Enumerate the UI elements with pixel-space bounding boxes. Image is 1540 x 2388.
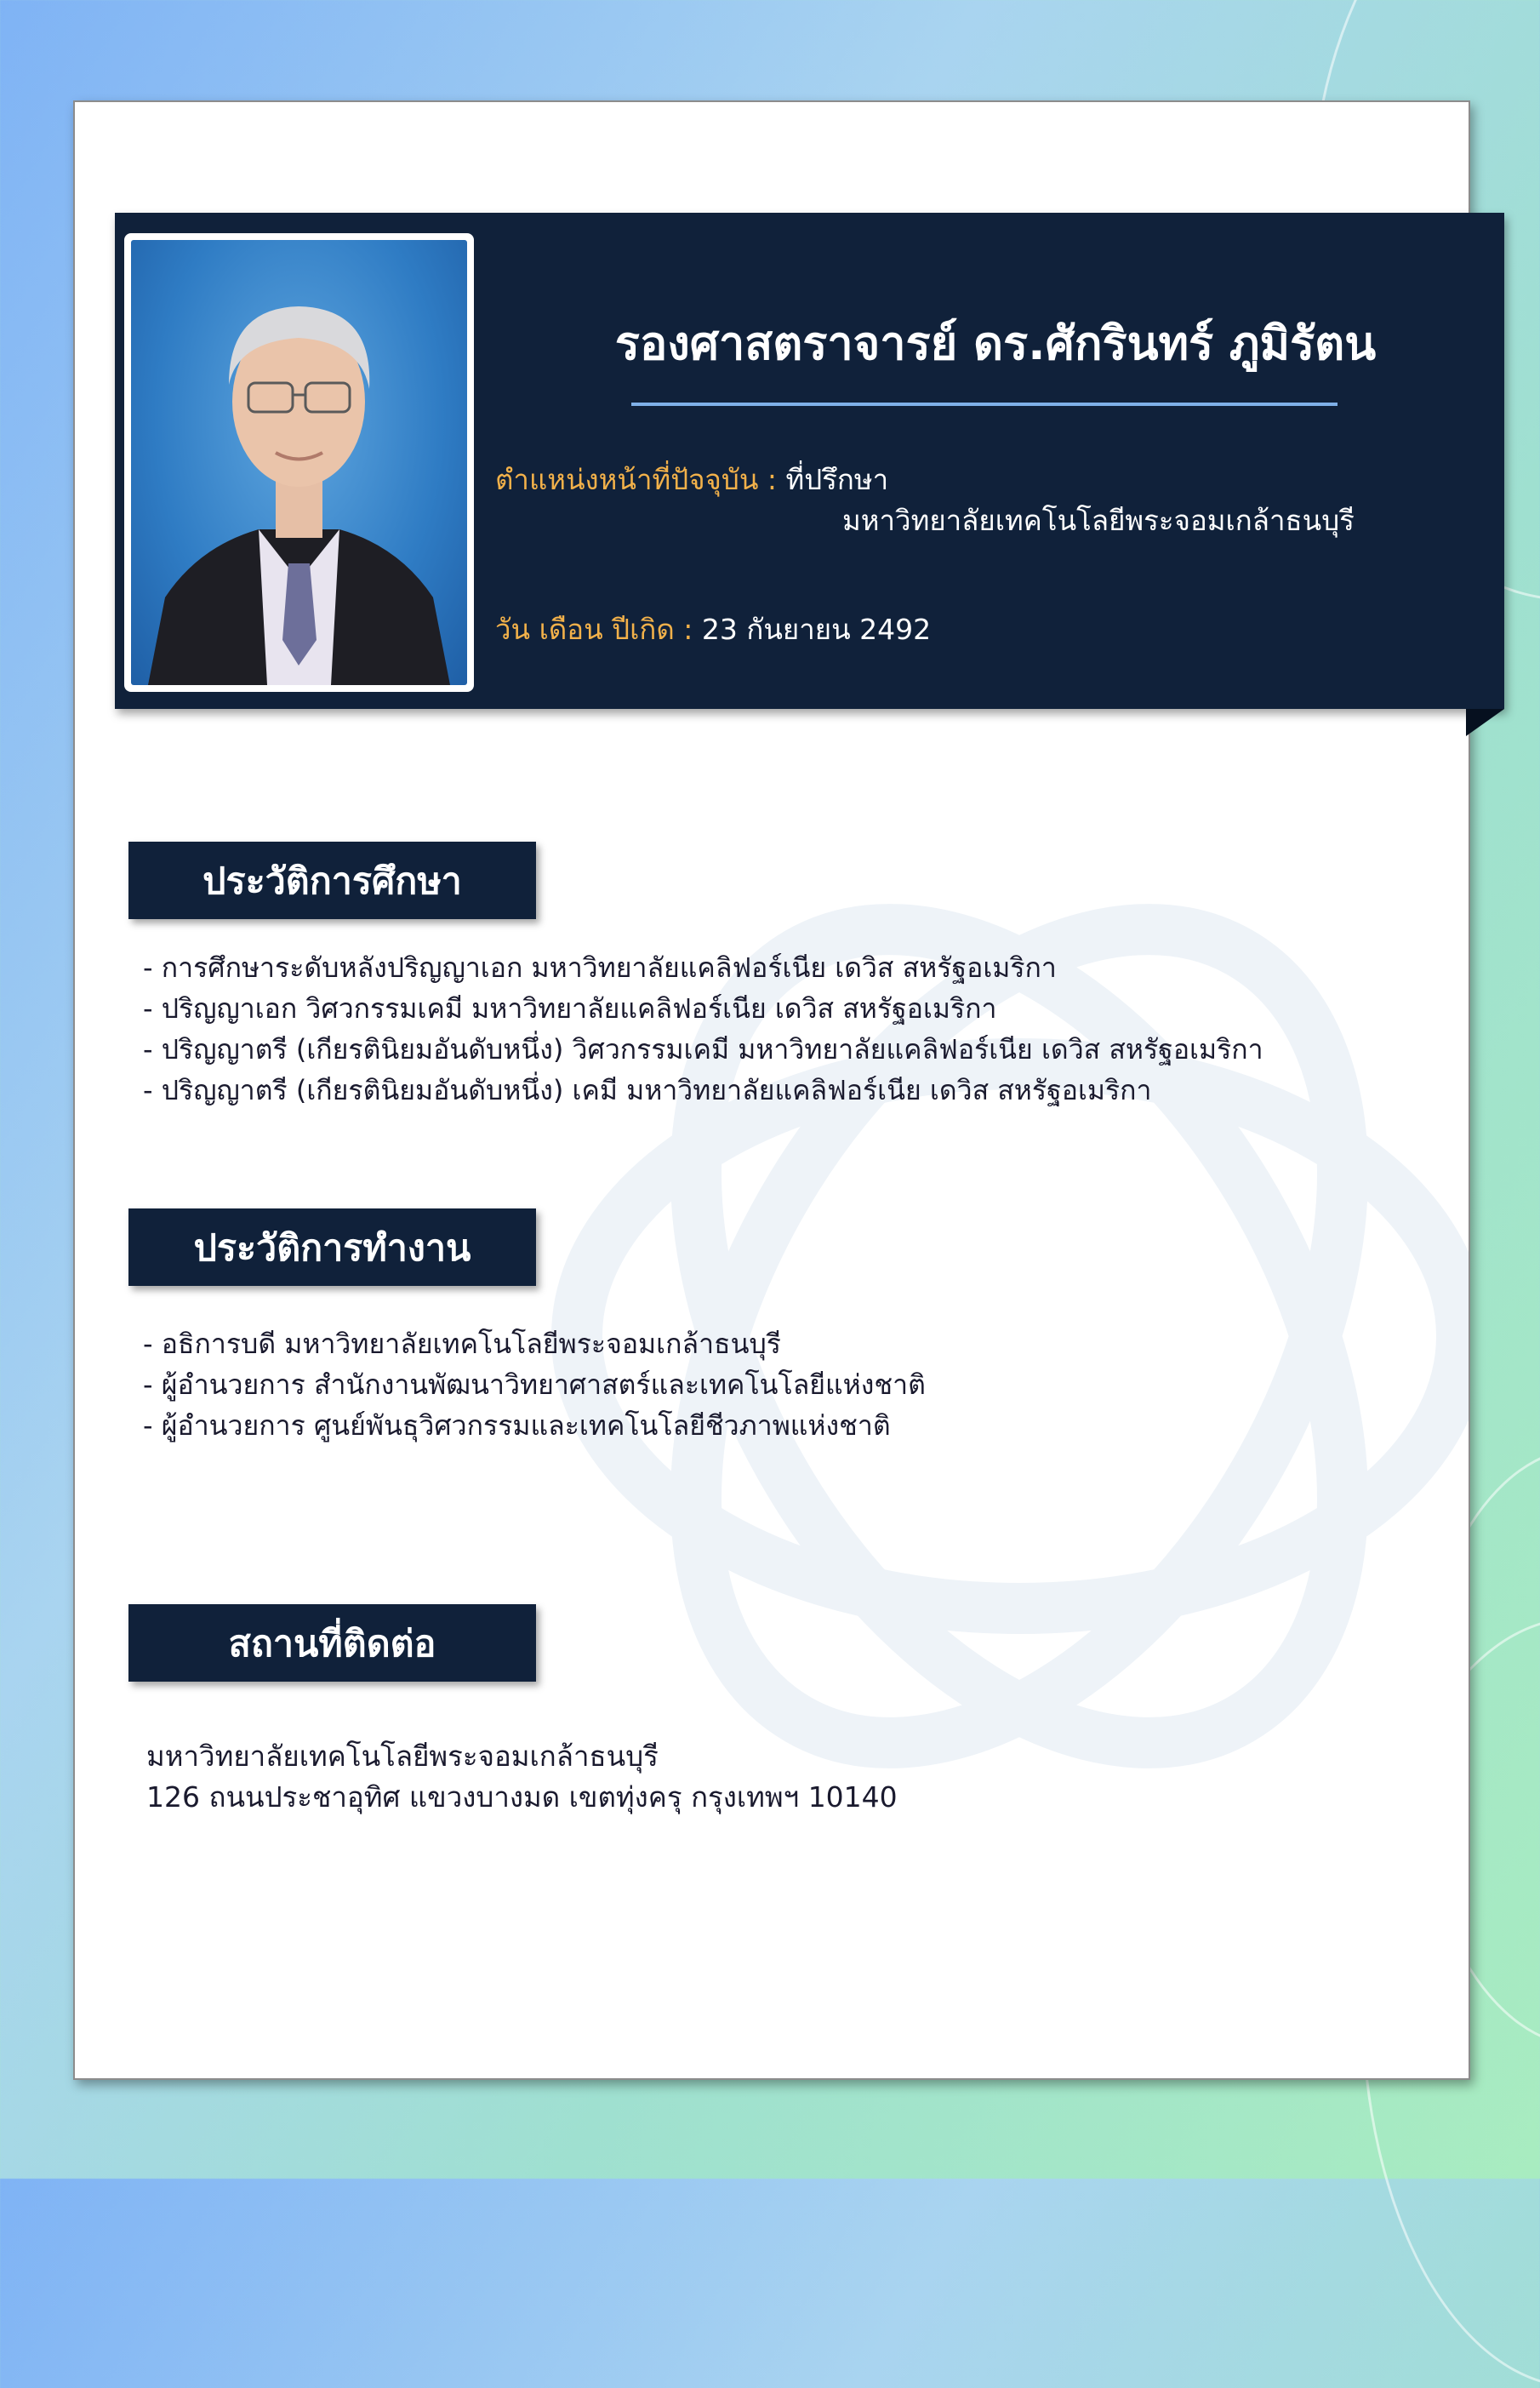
list-item: - ปริญญาตรี (เกียรตินิยมอันดับหนึ่ง) วิศวกรรมเคมี มหาวิทยาลัยแคลิฟอร์เนีย เดวิส สหรัฐอเมริกา [143, 1033, 1263, 1065]
position-label: ตำแหน่งหน้าที่ปัจจุบัน : [495, 463, 777, 496]
person-name: รองศาสตราจารย์ ดร.ศักรินทร์ ภูมิรัตน [614, 317, 1377, 370]
work-heading: ประวัติการทำงาน [128, 1208, 536, 1286]
portrait-photo [131, 240, 467, 685]
education-heading: ประวัติการศึกษา [128, 842, 536, 919]
contact-line2: 126 ถนนประชาอุทิศ แขวงบางมด เขตทุ่งครุ กรุงเทพฯ 10140 [146, 1780, 898, 1814]
position-line1: ที่ปรึกษา [785, 463, 889, 496]
contact-line1: มหาวิทยาลัยเทคโนโลยีพระจอมเกล้าธนบุรี [146, 1740, 659, 1773]
list-item: - ปริญญาตรี (เกียรตินิยมอันดับหนึ่ง) เคมี มหาวิทยาลัยแคลิฟอร์เนีย เดวิส สหรัฐอเมริกา [143, 1074, 1152, 1106]
header-fold-shadow [1466, 709, 1504, 736]
position-row [495, 457, 888, 502]
birth-label: วัน เดือน ปีเกิด : [495, 613, 693, 646]
contact-heading: สถานที่ติดต่อ [128, 1604, 536, 1682]
contact-address [146, 1736, 898, 1818]
education-list [143, 947, 1470, 1111]
list-item: - การศึกษาระดับหลังปริญญาเอก มหาวิทยาลัยแคลิฟอร์เนีย เดวิส สหรัฐอเมริกา [143, 951, 1057, 984]
portrait-frame [124, 233, 474, 692]
list-item: - ผู้อำนวยการ สำนักงานพัฒนาวิทยาศาสตร์และเทคโนโลยีแห่งชาติ [143, 1368, 926, 1401]
list-item: - อธิการบดี มหาวิทยาลัยเทคโนโลยีพระจอมเกล้าธนบุรี [143, 1328, 781, 1360]
birth-value: 23 กันยายน 2492 [701, 613, 932, 646]
name-underline [631, 403, 1338, 406]
position-line2: มหาวิทยาลัยเทคโนโลยีพระจอมเกล้าธนบุรี [842, 504, 1355, 537]
list-item: - ผู้อำนวยการ ศูนย์พันธุวิศวกรรมและเทคโนโลยีชีวภาพแห่งชาติ [143, 1409, 891, 1442]
birth-row [495, 607, 931, 652]
list-item: - ปริญญาเอก วิศวกรรมเคมี มหาวิทยาลัยแคลิฟอร์เนีย เดวิส สหรัฐอเมริกา [143, 992, 997, 1025]
work-list [143, 1323, 1419, 1446]
